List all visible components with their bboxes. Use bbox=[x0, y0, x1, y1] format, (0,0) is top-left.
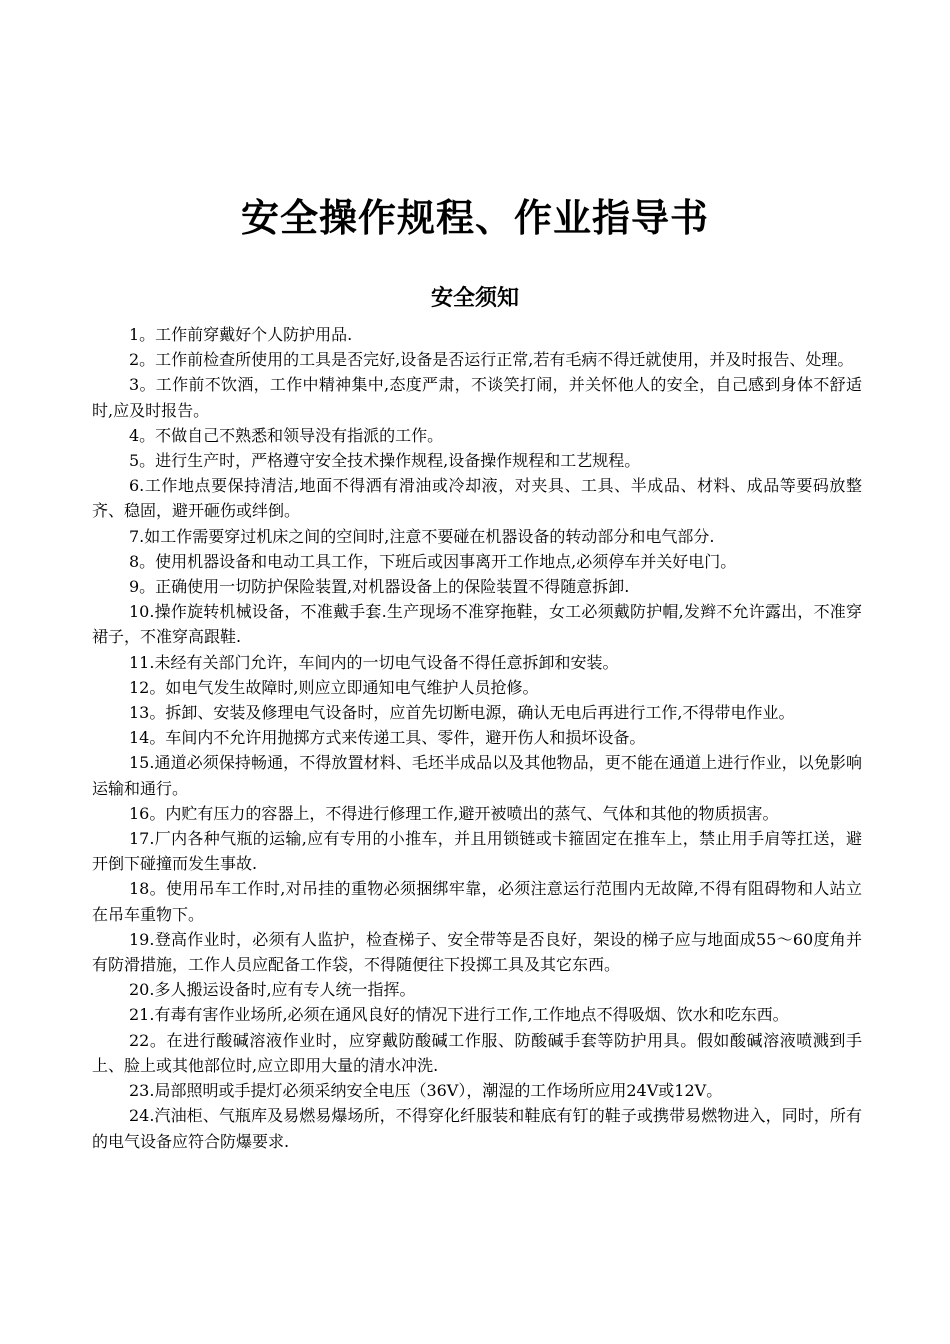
rule-item-21: 21.有毒有害作业场所,必须在通风良好的情况下进行工作,工作地点不得吸烟、饮水和吃东西。 bbox=[129, 1005, 789, 1025]
rule-item-9: 9。正确使用一切防护保险装置,对机器设备上的保险装置不得随意拆卸. bbox=[129, 577, 630, 597]
rule-item-14: 14。车间内不允许用抛掷方式来传递工具、零件，避开伤人和损坏设备。 bbox=[129, 728, 646, 748]
rule-item-18: 18。使用吊车工作时,对吊挂的重物必须捆绑牢靠，必须注意运行范围内无故障,不得有阻碍物和人站立在吊车重物下。 bbox=[92, 879, 862, 924]
rule-item-2: 2。工作前检查所使用的工具是否完好,设备是否运行正常,若有毛病不得迁就使用，并及时报告、处理。 bbox=[129, 350, 854, 370]
rule-item-1: 1。工作前穿戴好个人防护用品. bbox=[129, 325, 353, 344]
rule-item-8: 8。使用机器设备和电动工具工作，下班后或因事离开工作地点,必须停车并关好电门。 bbox=[129, 551, 737, 571]
rule-item-10: 10.操作旋转机械设备，不准戴手套.生产现场不准穿拖鞋，女工必须戴防护帽,发辫不允许露出，不准穿裙子，不准穿高跟鞋. bbox=[92, 602, 862, 647]
section-title: 安全须知 bbox=[430, 286, 519, 311]
rule-item-22: 22。在进行酸碱溶液作业时，应穿戴防酸碱工作服、防酸碱手套等防护用具。假如酸碱溶液喷溅到手上、脸上或其他部位时,应立即用大量的清水冲洗. bbox=[92, 1030, 862, 1075]
rule-item-12: 12。如电气发生故障时,则应立即通知电气维护人员抢修。 bbox=[129, 677, 539, 697]
rule-item-19: 19.登高作业时，必须有人监护，检查梯子、安全带等是否良好，架设的梯子应与地面成55～60度角并有防滑措施，工作人员应配备工作袋，不得随便往下投掷工具及其它东西。 bbox=[92, 929, 862, 975]
rule-item-5: 5。进行生产时，严格遵守安全技术操作规程,设备操作规程和工艺规程。 bbox=[129, 451, 641, 471]
rule-item-3: 3。工作前不饮酒，工作中精神集中,态度严肃，不谈笑打闹，并关怀他人的安全，自己感到身体不舒适时,应及时报告。 bbox=[92, 375, 862, 420]
rule-item-13: 13。拆卸、安装及修理电气设备时，应首先切断电源，确认无电后再进行工作,不得带电作业。 bbox=[129, 703, 795, 723]
rule-item-20: 20.多人搬运设备时,应有专人统一指挥。 bbox=[129, 980, 416, 1000]
safety-rules-list bbox=[92, 322, 862, 1154]
document-title: 安全操作规程、作业指导书 bbox=[240, 196, 709, 240]
rule-item-6: 6.工作地点要保持清洁,地面不得洒有滑油或冷却液，对夹具、工具、半成品、材料、成品等要码放整齐、稳固，避开砸伤或绊倒。 bbox=[92, 476, 862, 521]
rule-item-23: 23.局部照明或手提灯必须采纳安全电压（36V），潮湿的工作场所应用24V或12V。 bbox=[129, 1081, 723, 1101]
rule-item-7: 7.如工作需要穿过机床之间的空间时,注意不要碰在机器设备的转动部分和电气部分. bbox=[129, 526, 715, 546]
rule-item-4: 4。不做自己不熟悉和领导没有指派的工作。 bbox=[129, 425, 444, 445]
rule-item-15: 15.通道必须保持畅通，不得放置材料、毛坯半成品以及其他物品，更不能在通道上进行作业，以免影响运输和通行。 bbox=[92, 753, 862, 798]
rule-item-24: 24.汽油柜、气瓶库及易燃易爆场所，不得穿化纤服装和鞋底有钉的鞋子或携带易燃物进入，同时，所有的电气设备应符合防爆要求. bbox=[92, 1106, 862, 1151]
rule-item-16: 16。内贮有压力的容器上，不得进行修理工作,避开被喷出的蒸气、气体和其他的物质损害。 bbox=[129, 803, 779, 823]
rule-item-11: 11.未经有关部门允许，车间内的一切电气设备不得任意拆卸和安装。 bbox=[129, 652, 619, 672]
rule-item-17: 17.厂内各种气瓶的运输,应有专用的小推车，并且用锁链或卡箍固定在推车上，禁止用手肩等扛送，避开倒下碰撞而发生事故. bbox=[92, 829, 862, 874]
